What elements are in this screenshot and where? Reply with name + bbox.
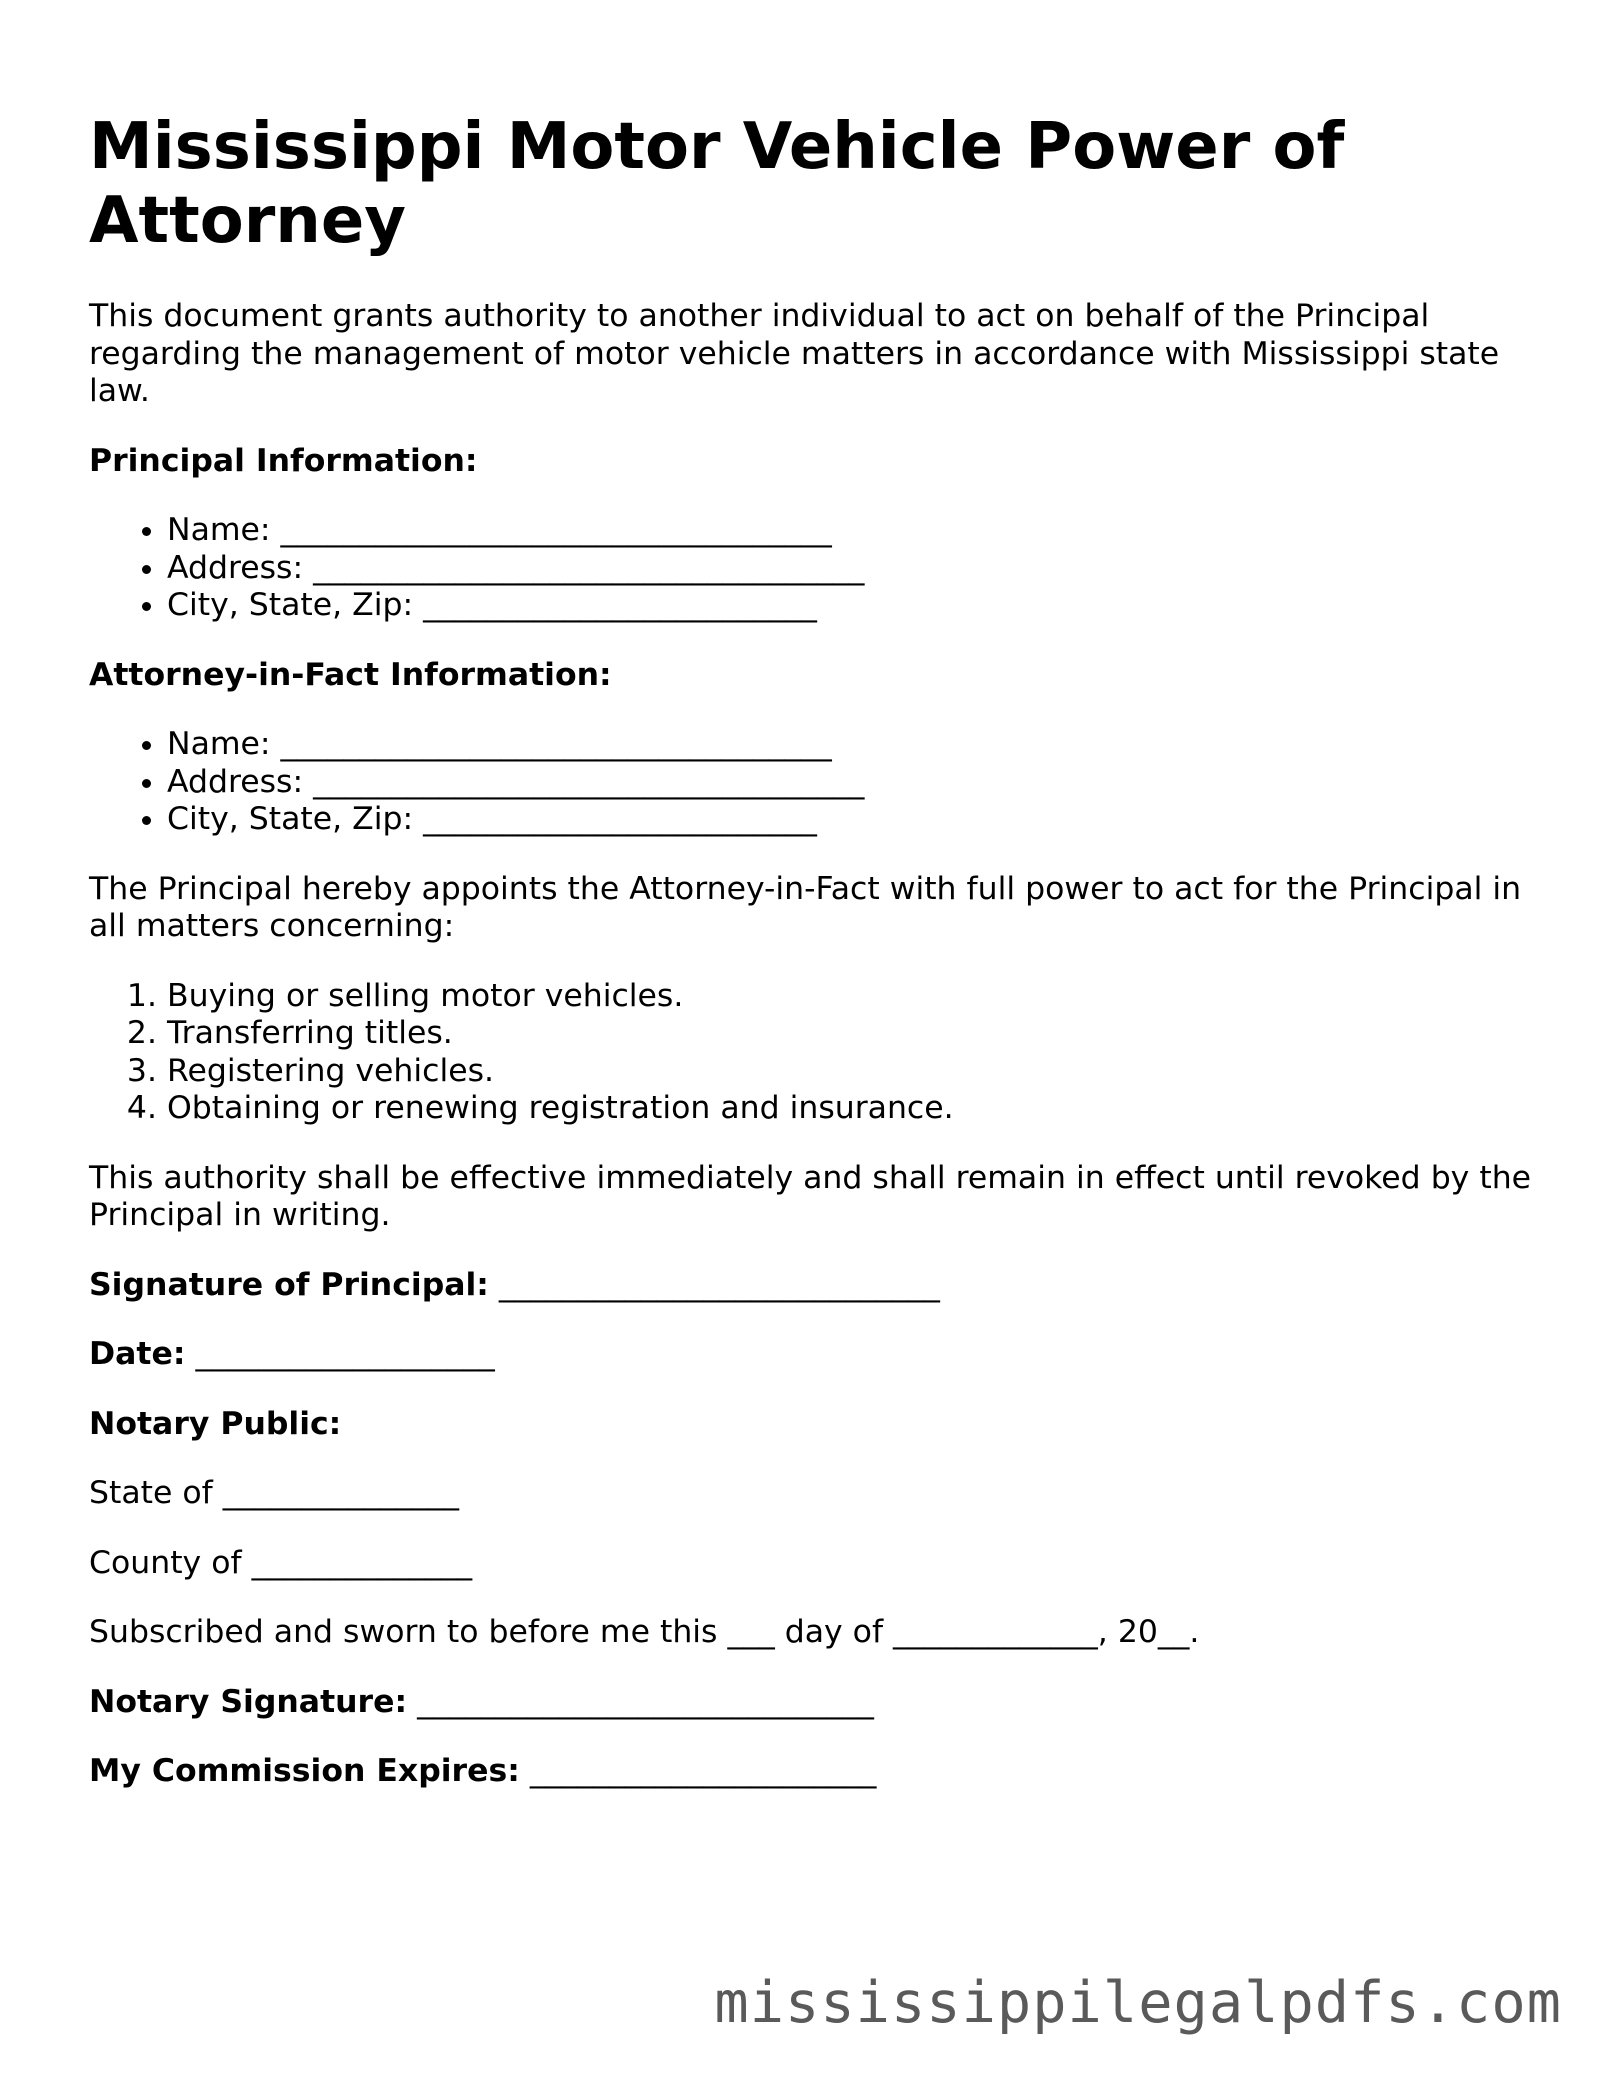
- date-blank: ___________________: [195, 1336, 495, 1372]
- principal-heading: Principal Information:: [89, 442, 478, 479]
- principal-signature-blank: ____________________________: [498, 1266, 940, 1303]
- county-line: County of ______________: [89, 1544, 473, 1581]
- document-page: [89, 110, 1559, 1791]
- effective-paragraph: This authority shall be effective immediately and shall remain in effect until revoked by the Principal in writing.: [89, 1159, 1532, 1233]
- sworn-line: Subscribed and sworn to before me this ___ day of _____________, 20__.: [89, 1614, 1200, 1650]
- commission-label: My Commission Expires:: [89, 1753, 520, 1789]
- notary-heading: Notary Public:: [89, 1405, 342, 1442]
- principal-name-field: • Name: ___________________________________: [167, 512, 1559, 550]
- document-title: Mississippi Motor Vehicle Power of Attorney: [89, 110, 1345, 258]
- power-item: 4. Obtaining or renewing registration and insurance.: [167, 1090, 1559, 1128]
- attorney-city-state-zip-field: • City, State, Zip: _________________________: [167, 801, 1559, 839]
- power-item: 2. Transferring titles.: [167, 1015, 1559, 1053]
- appointment-paragraph: The Principal hereby appoints the Attorney-in-Fact with full power to act for the Principal in all matters concerning:: [89, 870, 1522, 944]
- notary-signature-label: Notary Signature:: [89, 1683, 408, 1720]
- principal-address-field: • Address: ___________________________________: [167, 550, 1559, 588]
- site-watermark: mississippilegalpdfs.com: [714, 1970, 1562, 2036]
- state-line: State of _______________: [89, 1475, 460, 1511]
- date-label: Date:: [89, 1336, 186, 1372]
- notary-signature-blank: _____________________________: [417, 1683, 874, 1720]
- date-line: [89, 1336, 1559, 1374]
- principal-signature-label: Signature of Principal:: [89, 1266, 489, 1303]
- commission-blank: ______________________: [529, 1753, 877, 1789]
- attorney-address-field: • Address: ___________________________________: [167, 764, 1559, 802]
- commission-line: [89, 1753, 1559, 1791]
- power-item: 1. Buying or selling motor vehicles.: [167, 978, 1559, 1016]
- principal-signature-line: [89, 1267, 1559, 1305]
- powers-list: [89, 978, 1559, 1128]
- attorney-name-field: • Name: ___________________________________: [167, 726, 1559, 764]
- notary-signature-line: [89, 1684, 1559, 1722]
- attorney-heading: Attorney-in-Fact Information:: [89, 656, 612, 693]
- principal-fields-list: [89, 512, 1559, 625]
- power-item: 3. Registering vehicles.: [167, 1053, 1559, 1091]
- intro-paragraph: This document grants authority to another individual to act on behalf of the Principal regarding the management of motor vehicle matters in accordance with Mississippi state law.: [89, 298, 1500, 409]
- attorney-fields-list: [89, 726, 1559, 839]
- principal-city-state-zip-field: • City, State, Zip: _________________________: [167, 587, 1559, 625]
